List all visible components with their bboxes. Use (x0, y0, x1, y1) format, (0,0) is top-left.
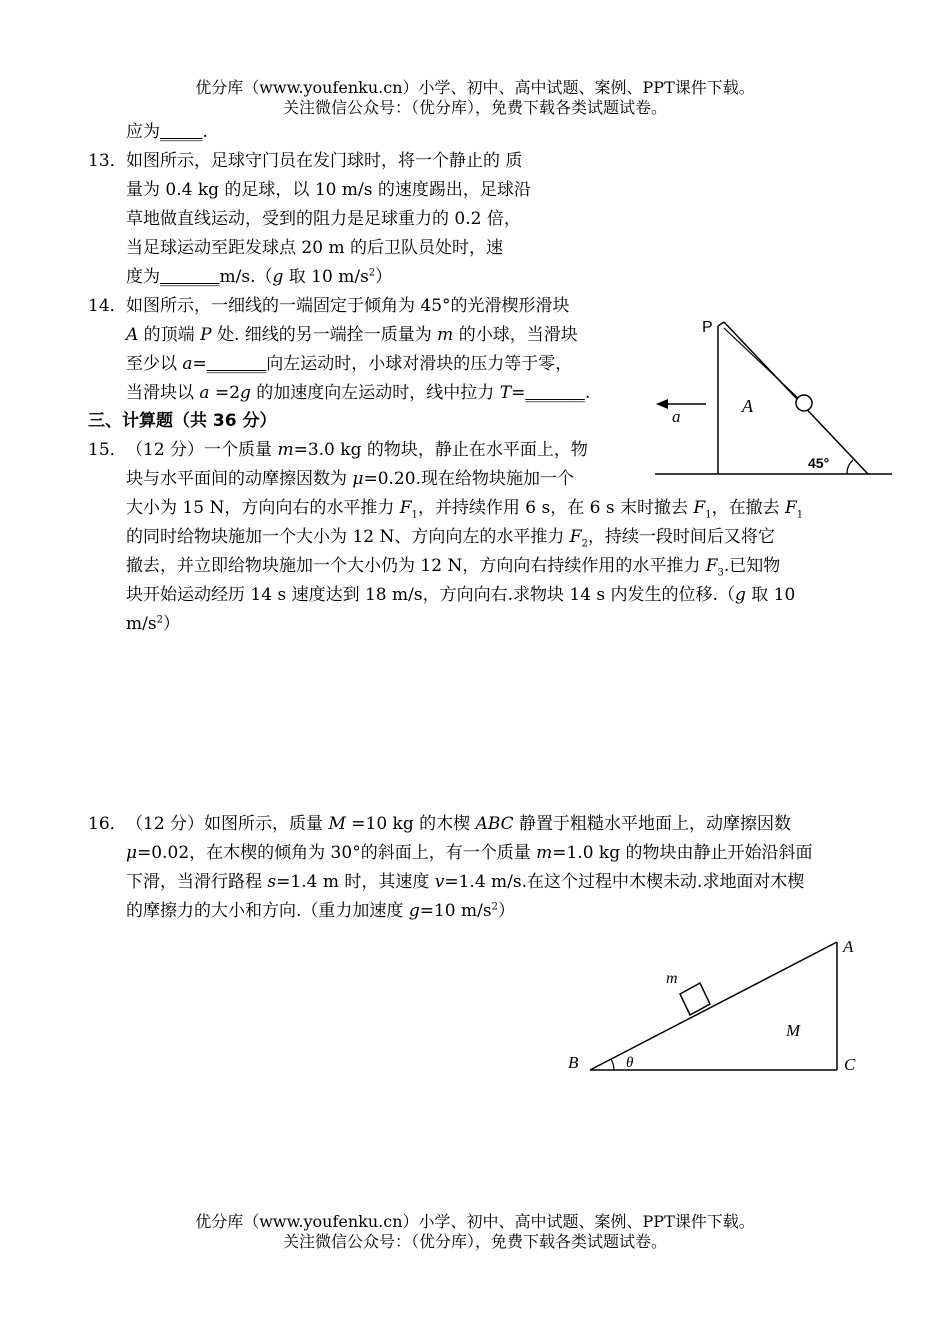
q14-number: 14． (88, 296, 127, 316)
q16-wedge-figure (560, 930, 870, 1080)
q15-sub: 3 (717, 567, 724, 579)
label-a: a (672, 407, 681, 426)
q13-number: 13． (88, 151, 127, 171)
q15-line-7 (126, 610, 180, 638)
angle-arc (847, 460, 853, 474)
q14-text: 的顶端 (138, 325, 201, 345)
q14-text: 处. 细线的另一端拴一质量为 (211, 325, 438, 345)
q14-line-4 (126, 379, 590, 407)
q15-line-4 (126, 523, 775, 551)
page-footer-line-2: 关注微信公众号：（优分库），免费下载各类试题试卷。 (282, 1232, 667, 1251)
q14-answer-blank-1: _______ (206, 354, 267, 374)
q12-tail (126, 118, 208, 146)
q15-var-F: F (784, 498, 797, 518)
q15-line-5 (126, 552, 780, 580)
q14-line-1: 如图所示，一细线的一端固定于倾角为 45°的光滑楔形滑块 (126, 296, 570, 316)
thread-line (724, 328, 798, 398)
q14-text: 的小球，当滑块 (453, 325, 578, 345)
q13-line-5 (126, 263, 392, 291)
q14-text: 至少以 (126, 354, 183, 374)
q14-text: = (511, 383, 526, 403)
q15-text: =0.20.现在给物块施加一个 (363, 469, 574, 489)
q15-var-mu: μ (352, 469, 364, 489)
q15-var-F: F (399, 498, 412, 518)
q14-answer-blank-2: _______ (525, 383, 585, 403)
q16-text: 的摩擦力的大小和方向.（重力加速度 (126, 901, 409, 921)
q16-text: =10 kg 的木楔 (345, 814, 476, 834)
q12-answer-blank: _____ (160, 122, 203, 142)
label-M: M (786, 1021, 801, 1040)
q16-line-2 (126, 839, 813, 867)
q13-text: 度为 (126, 267, 160, 287)
q16-text: =1.4 m 时，其速度 (276, 872, 435, 892)
section-3-title: 三、计算题（共 36 分） (88, 411, 277, 431)
q15-var-F: F (569, 527, 582, 547)
q15-var-g: g (734, 585, 746, 605)
label-A: A (742, 396, 753, 416)
wedge-incline-BA (590, 942, 837, 1070)
q15-text: ，并持续作用 6 s，在 6 s 末时撤去 (417, 498, 694, 518)
q15-text: m/s (126, 614, 157, 634)
q14-wedge-figure (640, 312, 900, 482)
q15-line-2 (126, 465, 574, 493)
q16-text: =0.02，在木楔的倾角为 30°的斜面上，有一个质量 (137, 843, 537, 863)
q15-var-F: F (705, 556, 718, 576)
q14-text: 向左运动时，小球对滑块的压力等于零， (266, 354, 573, 374)
label-angle-45: 45° (808, 455, 830, 471)
q16-text: =10 m/s (419, 901, 492, 921)
q15-text: .已知物 (723, 556, 781, 576)
q15-text: 块开始运动经历 14 s 速度达到 18 m/s，方向向右.求物块 14 s 内发生的位移.（ (126, 585, 735, 605)
q14-text: 的加速度向左运动时，线中拉力 (250, 383, 500, 403)
q12-tail-text: 应为 (126, 122, 160, 142)
q14-var-A: A (126, 325, 139, 345)
small-ball (796, 395, 812, 411)
label-C: C (844, 1055, 856, 1074)
q15-text: ） (162, 614, 180, 634)
q16-text: 下滑，当滑行路程 (126, 872, 268, 892)
q15-text: ，在撤去 (711, 498, 785, 518)
q15-sup: 2 (156, 614, 163, 626)
q16-var-g: g (408, 901, 420, 921)
q15-text: 块与水平面间的动摩擦因数为 (126, 469, 353, 489)
q15-sub: 1 (411, 509, 418, 521)
q15-text: 取 10 (745, 585, 796, 605)
q15-sub: 2 (581, 538, 588, 550)
q16-var-s: s (267, 872, 277, 892)
q16-text: （12 分）如图所示，质量 (126, 814, 329, 834)
q16-var-mu: μ (126, 843, 138, 863)
page-header-line-2: 关注微信公众号：（优分库），免费下载各类试题试卷。 (282, 98, 667, 117)
q16-text: =1.0 kg 的物块由静止开始沿斜面 (552, 843, 813, 863)
q16-var-m: m (536, 843, 553, 863)
q15-text: ，持续一段时间后又将它 (587, 527, 775, 547)
q15-line-1 (126, 436, 588, 464)
q15-number: 15． (88, 440, 127, 460)
q13-text: m/s.（ (219, 267, 273, 287)
q16-line-3 (126, 868, 804, 896)
q15-text: 大小为 15 N，方向向右的水平推力 (126, 498, 400, 518)
q14-line-2 (126, 321, 578, 349)
q15-line-3 (126, 494, 803, 522)
q15-line-6 (126, 581, 795, 609)
q16-var-M: M (328, 814, 346, 834)
label-P: P (702, 319, 713, 336)
q15-text: 撤去，并立即给物块施加一个大小仍为 12 N，方向向右持续作用的水平推力 (126, 556, 706, 576)
theta-arc (611, 1059, 614, 1070)
q14-var-T: T (499, 383, 512, 403)
wedge-top-edge (718, 322, 724, 326)
q16-line-1 (126, 810, 791, 838)
page-footer-line-1: 优分库（www.youfenku.cn）小学、初中、高中试题、案例、PPT课件下载。 (195, 1212, 755, 1231)
q13-sup: 2 (368, 267, 376, 279)
q16-text: 静置于粗糙水平地面上，动摩擦因数 (513, 814, 792, 834)
q14-text: . (584, 383, 591, 403)
q13-answer-blank: _______ (160, 267, 220, 287)
q15-sub: 1 (705, 509, 712, 521)
q16-var-v: v (434, 872, 445, 892)
label-A: A (843, 937, 854, 956)
label-B: B (568, 1053, 579, 1072)
q16-sup: 2 (491, 901, 498, 913)
q13-line-1: 如图所示，足球守门员在发门球时，将一个静止的 质 (126, 151, 523, 171)
q15-var-m: m (277, 440, 294, 460)
q16-text: ） (497, 901, 515, 921)
q14-var-m: m (437, 325, 454, 345)
q12-tail-end: . (202, 122, 208, 142)
q14-text: =2 (209, 383, 241, 403)
q13-line-2: 量为 0.4 kg 的足球，以 10 m/s 的速度踢出，足球沿 (126, 180, 531, 200)
q13-line-3: 草地做直线运动，受到的阻力是足球重力的 0.2 倍， (126, 209, 521, 229)
label-m: m (666, 970, 678, 987)
q16-var-ABC: ABC (475, 814, 514, 834)
q16-text: =1.4 m/s.在这个过程中木楔未动.求地面对木楔 (444, 872, 805, 892)
q13-var-g: g (272, 267, 284, 287)
q14-text: = (192, 354, 207, 374)
q14-line-3 (126, 350, 572, 378)
q16-number: 16． (88, 814, 127, 834)
q16-line-4 (126, 897, 515, 925)
q15-sub: 1 (796, 509, 804, 521)
q15-text: 的同时给物块施加一个大小为 12 N、方向向左的水平推力 (126, 527, 570, 547)
label-theta: θ (626, 1055, 634, 1071)
page-header-line-1: 优分库（www.youfenku.cn）小学、初中、高中试题、案例、PPT课件下载。 (195, 78, 755, 97)
q14-var-g: g (240, 383, 251, 403)
q14-var-a: a (199, 383, 210, 403)
q13-line-4: 当足球运动至距发球点 20 m 的后卫队员处时，速 (126, 238, 503, 258)
arrow-head-left-icon (656, 399, 668, 409)
q15-var-F: F (693, 498, 706, 518)
q14-var-P: P (200, 325, 212, 345)
q15-text: （12 分）一个质量 (126, 440, 278, 460)
q15-text: =3.0 kg 的物块，静止在水平面上，物 (293, 440, 588, 460)
q14-var-a: a (182, 354, 193, 374)
q13-text: 取 10 m/s (283, 267, 369, 287)
q14-text: 当滑块以 (126, 383, 200, 403)
q13-text: ） (375, 267, 393, 287)
